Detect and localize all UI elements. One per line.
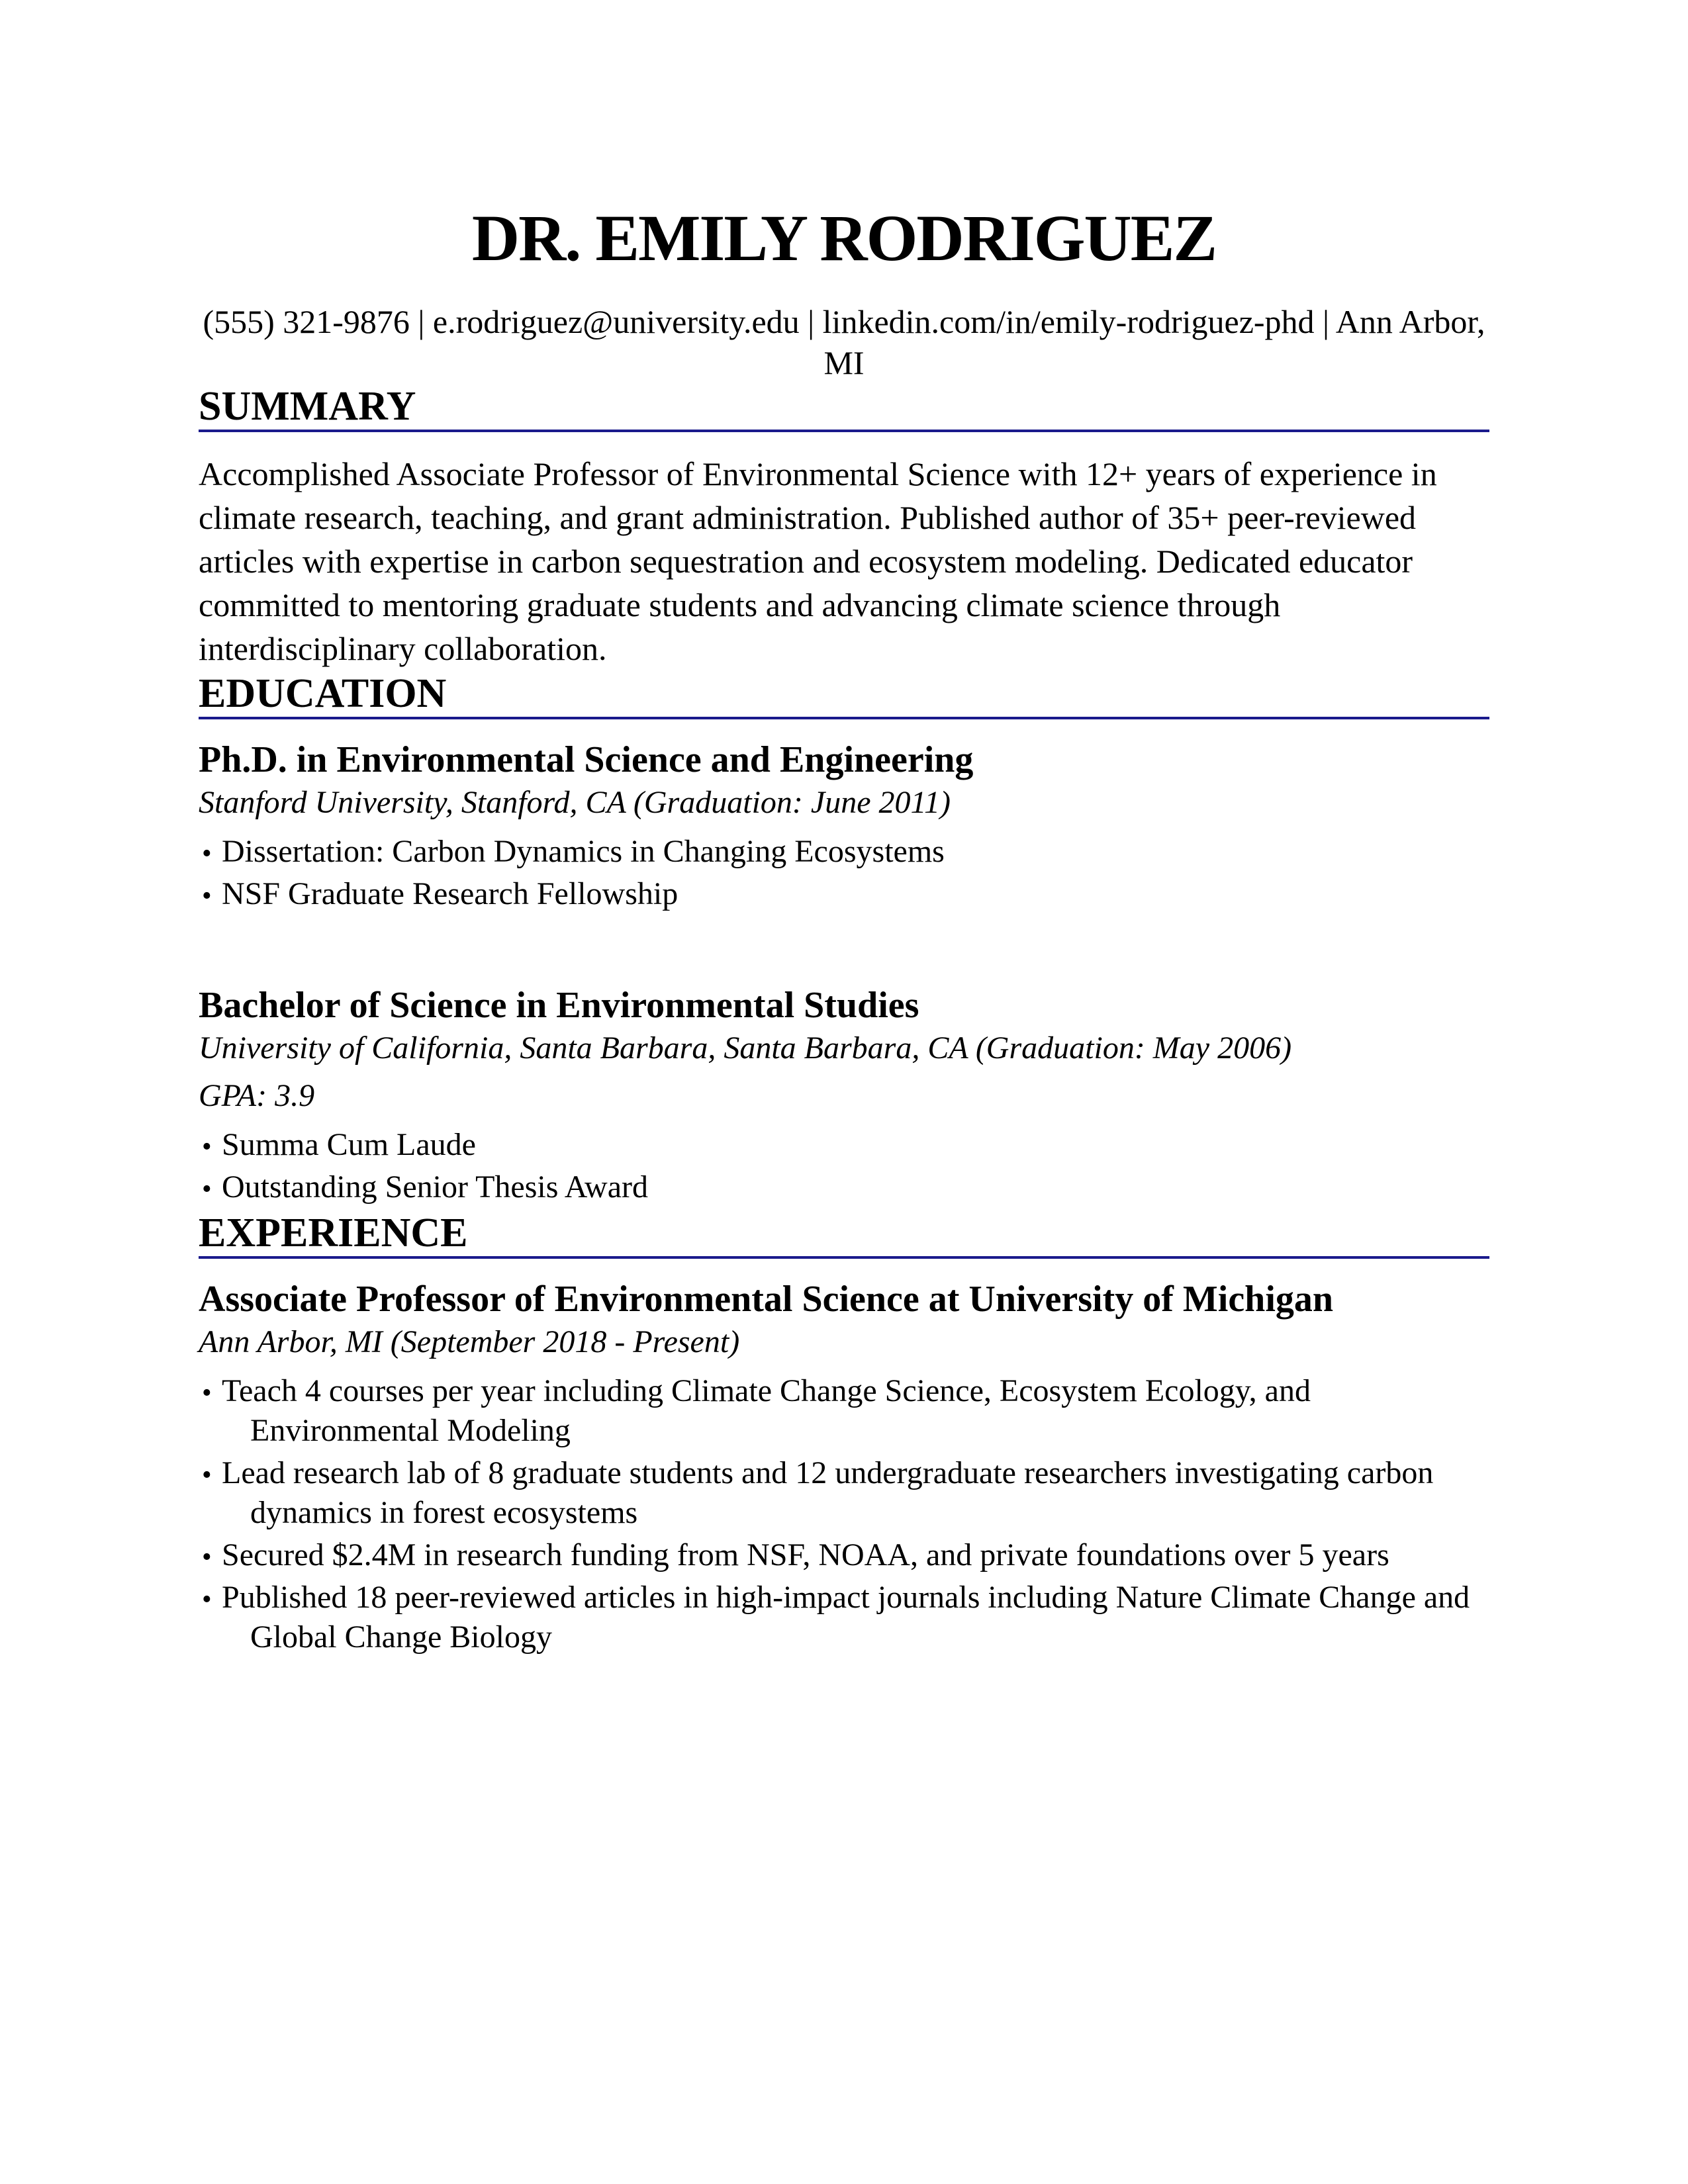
bullet-item: • Teach 4 courses per year including Climate Change Science, Ecosystem Ecology, and Environmental Modeling xyxy=(199,1371,1489,1451)
bullet-item: • Published 18 peer-reviewed articles in high-impact journals including Nature Climate Change and Global Change Biology xyxy=(199,1578,1489,1657)
contact-info xyxy=(66,301,1622,383)
experience-heading: EXPERIENCE xyxy=(199,1210,1489,1259)
institution-line-bachelor: University of California, Santa Barbara, Santa Barbara, CA (Graduation: May 2006) xyxy=(199,1030,1292,1066)
person-name: DR. EMILY RODRIGUEZ xyxy=(471,201,1217,275)
section-experience xyxy=(199,1210,1489,1657)
institution-line-phd: Stanford University, Stanford, CA (Graduation: June 2011) xyxy=(199,785,951,820)
contact-line-1: (555) 321-9876 | e.rodriguez@university.edu | linkedin.com/in/emily-rodriguez-phd | Ann Arbor, xyxy=(203,303,1485,340)
bachelor-bullet-list xyxy=(199,1125,1489,1207)
degree-title-phd: Ph.D. in Environmental Science and Engineering xyxy=(199,739,974,780)
degree-title-bachelor: Bachelor of Science in Environmental Studies xyxy=(199,985,919,1026)
section-summary xyxy=(199,383,1489,670)
education-heading: EDUCATION xyxy=(199,670,1489,719)
experience-entry-professor xyxy=(199,1277,1489,1657)
resume-header xyxy=(66,199,1622,383)
job-bullet-list xyxy=(199,1371,1489,1657)
job-location-dates: Ann Arbor, MI (September 2018 - Present) xyxy=(199,1324,740,1359)
summary-heading: SUMMARY xyxy=(199,383,1489,432)
gpa-line: GPA: 3.9 xyxy=(199,1078,315,1113)
bullet-item: • Lead research lab of 8 graduate students and 12 undergraduate researchers investigating carbon dynamics in forest ecosystems xyxy=(199,1453,1489,1533)
bullet-item: • Dissertation: Carbon Dynamics in Changing Ecosystems xyxy=(199,832,1489,872)
bullet-item: • Secured $2.4M in research funding from NSF, NOAA, and private foundations over 5 years xyxy=(199,1535,1489,1575)
education-entry-phd xyxy=(199,738,1489,914)
bullet-item: • Outstanding Senior Thesis Award xyxy=(199,1167,1489,1207)
education-entry-bachelor xyxy=(199,983,1489,1207)
contact-line-2: MI xyxy=(823,344,865,381)
bullet-item: • NSF Graduate Research Fellowship xyxy=(199,874,1489,914)
summary-text: Accomplished Associate Professor of Environmental Science with 12+ years of experience in climate research, teaching, and grant administration. Published author of 35+ peer-reviewed articles with expertise in carbon sequestration and ecosystem modeling. Dedicated educator committed to mentoring graduate students and advancing climate science through interdisciplinary collaboration. xyxy=(199,455,1437,667)
section-education xyxy=(199,670,1489,1207)
bullet-item: • Summa Cum Laude xyxy=(199,1125,1489,1165)
phd-bullet-list xyxy=(199,832,1489,914)
job-title: Associate Professor of Environmental Science at University of Michigan xyxy=(199,1279,1334,1320)
